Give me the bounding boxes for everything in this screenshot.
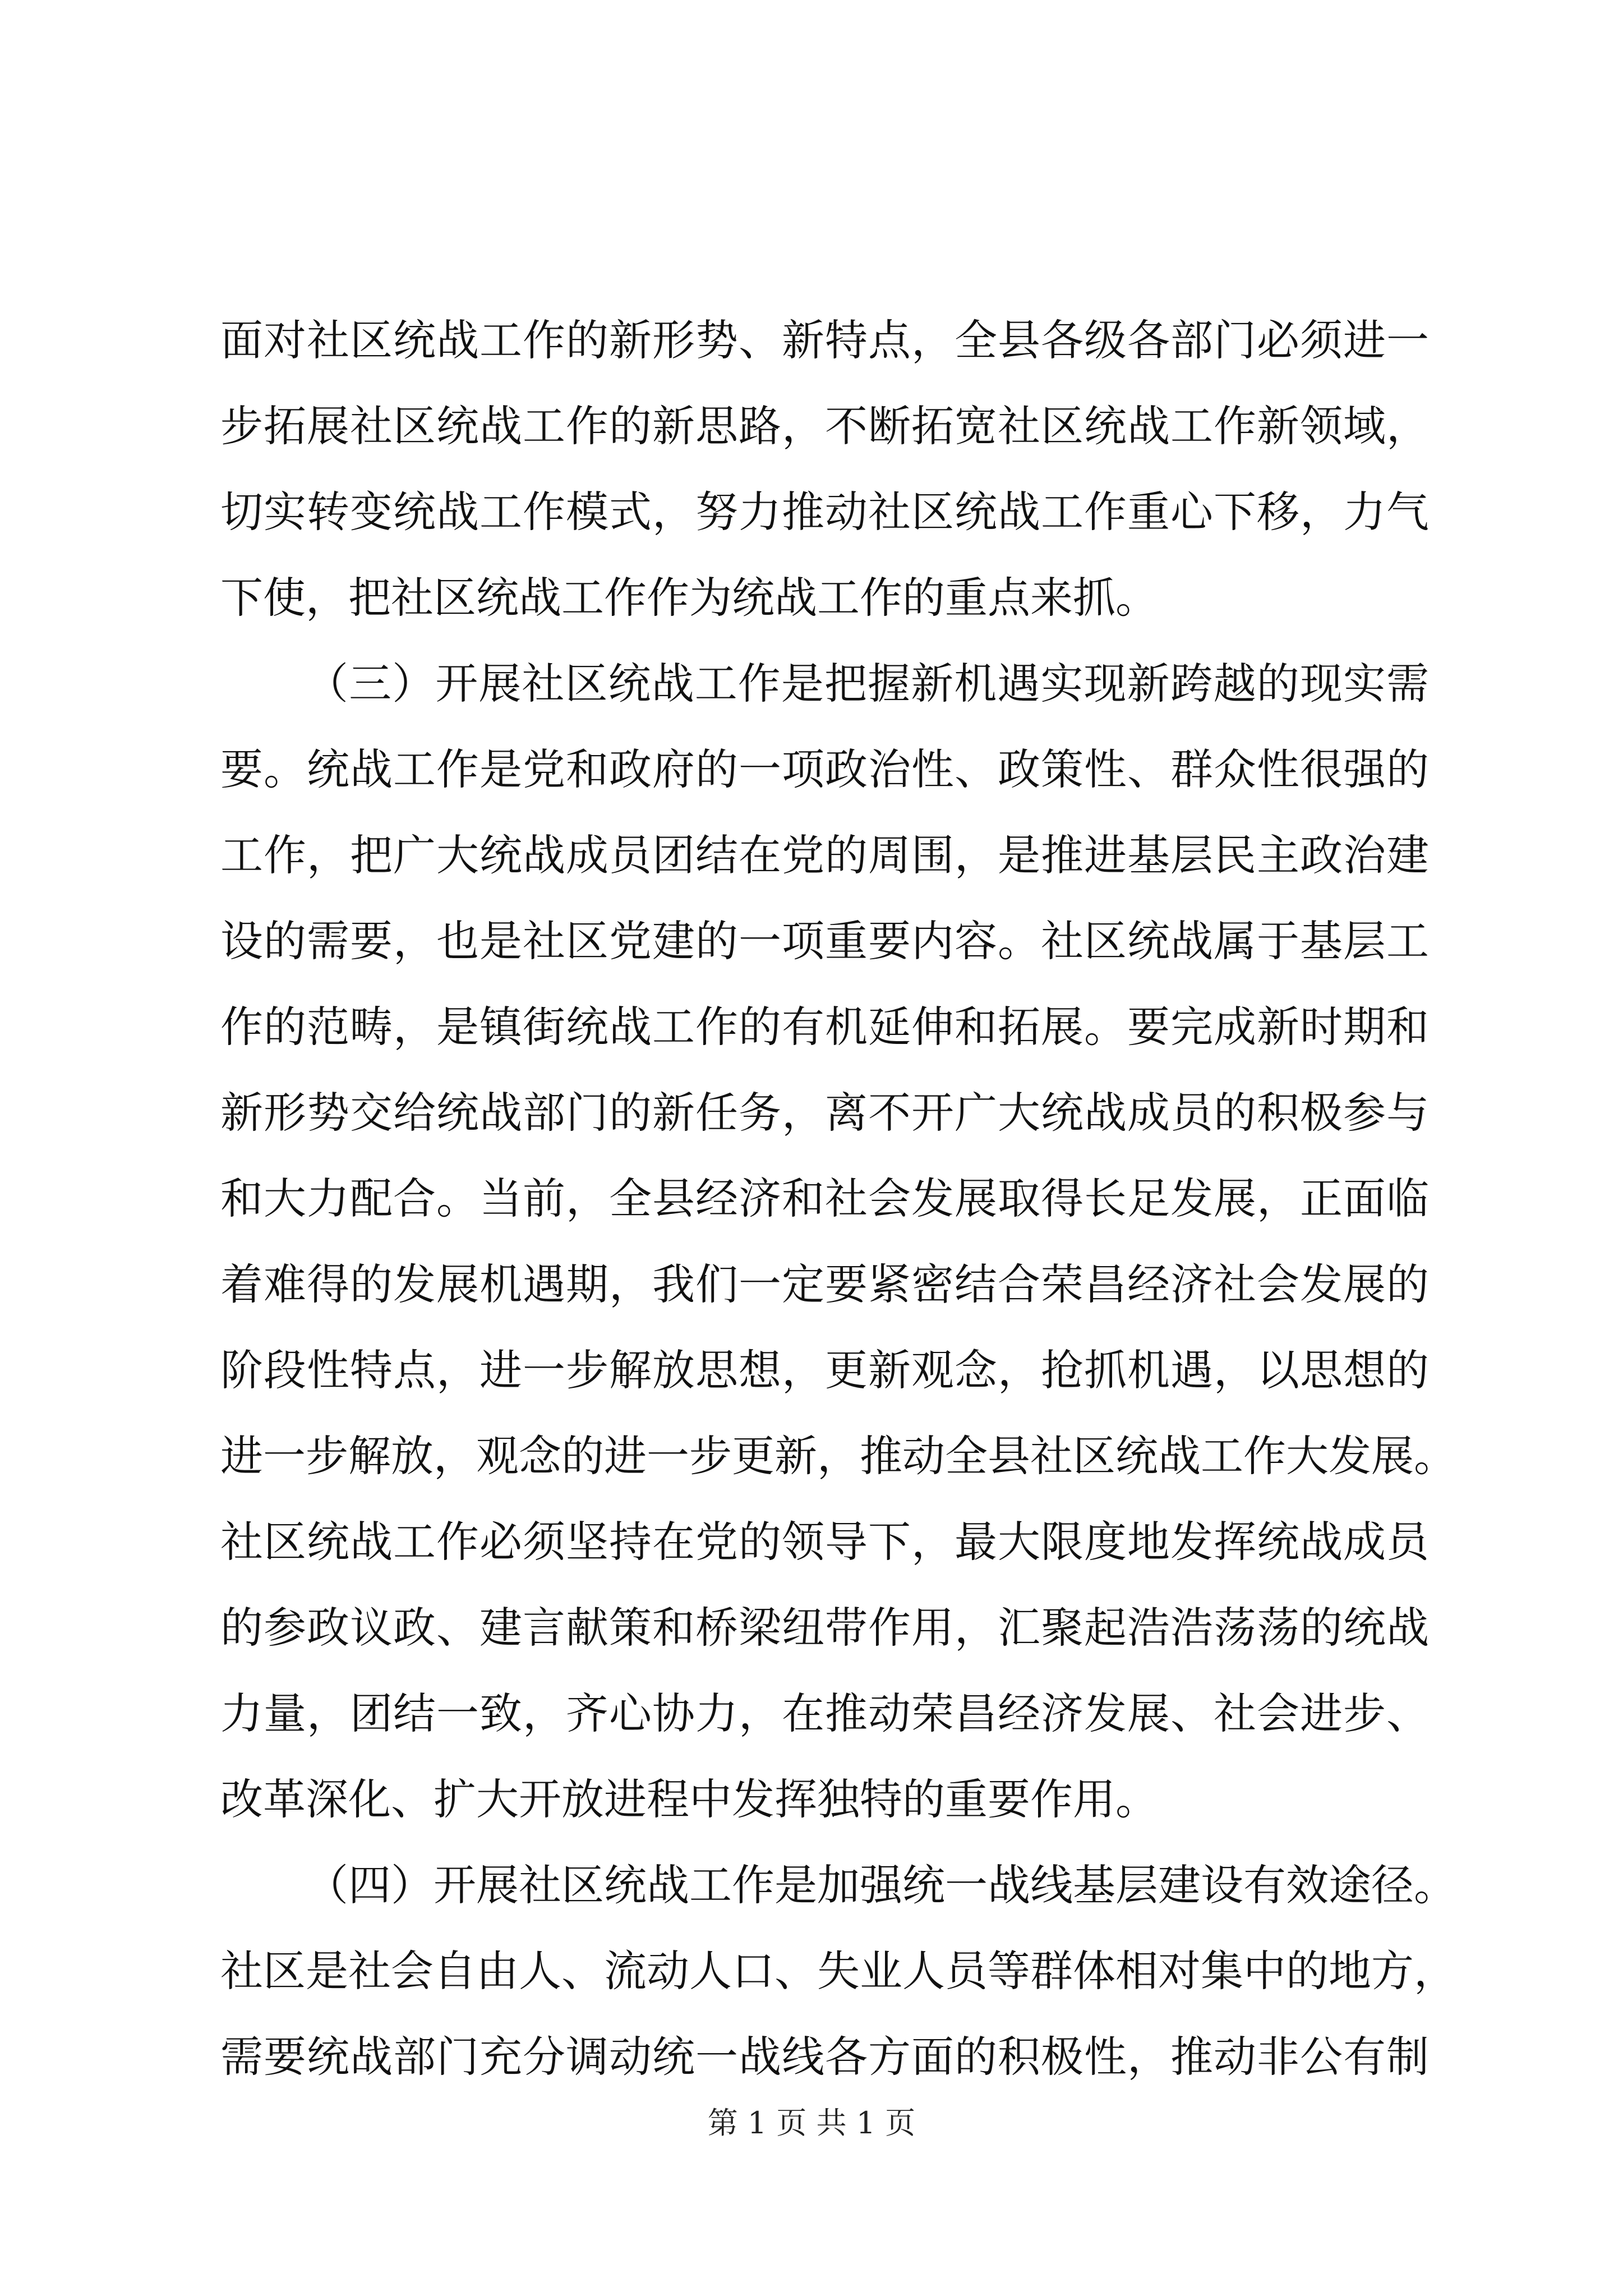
text-line: 作的范畴，是镇街统战工作的有机延伸和拓展。要完成新时期和 [220,1002,1429,1052]
page-number-label: 第 1 页 共 1 页 [707,2105,916,2141]
text-line: 步拓展社区统战工作的新思路，不断拓宽社区统战工作新领域， [220,401,1429,451]
document-body [220,297,1456,2100]
text-line: 切实转变统战工作模式，努力推动社区统战工作重心下移，力气 [220,487,1429,537]
text-line: 要。统战工作是党和政府的一项政治性、政策性、群众性很强的 [220,744,1429,794]
text-line: 社区统战工作必须坚持在党的领导下，最大限度地发挥统战成员 [220,1517,1429,1567]
text-line: （四）开展社区统战工作是加强统一战线基层建设有效途径。 [306,1860,1456,1910]
text-line: 着难得的发展机遇期，我们一定要紧密结合荣昌经济社会发展的 [220,1259,1429,1309]
text-line: （三）开展社区统战工作是把握新机遇实现新跨越的现实需 [306,659,1429,708]
text-line: 进一步解放，观念的进一步更新，推动全县社区统战工作大发展。 [220,1431,1456,1481]
text-line: 下使，把社区统战工作作为统战工作的重点来抓。 [220,573,1158,623]
text-line: 新形势交给统战部门的新任务，离不开广大统战成员的积极参与 [220,1088,1429,1138]
text-line: 设的需要，也是社区党建的一项重要内容。社区统战属于基层工 [220,916,1429,966]
text-line: 需要统战部门充分调动统一战线各方面的积极性，推动非公有制 [220,2032,1429,2082]
text-line: 社区是社会自由人、流动人口、失业人员等群体相对集中的地方， [220,1946,1456,1996]
text-line: 工作，把广大统战成员团结在党的周围，是推进基层民主政治建 [220,830,1429,880]
text-line: 面对社区统战工作的新形势、新特点，全县各级各部门必须进一 [220,315,1429,365]
text-line: 改革深化、扩大开放进程中发挥独特的重要作用。 [220,1774,1158,1824]
text-line: 和大力配合。当前，全县经济和社会发展取得长足发展，正面临 [220,1174,1429,1223]
text-line: 的参政议政、建言献策和桥梁纽带作用，汇聚起浩浩荡荡的统战 [220,1603,1429,1653]
text-line: 阶段性特点，进一步解放思想，更新观念，抢抓机遇，以思想的 [220,1345,1429,1395]
text-line: 力量，团结一致，齐心协力，在推动荣昌经济发展、社会进步、 [220,1688,1429,1738]
page-footer [0,2101,1623,2146]
